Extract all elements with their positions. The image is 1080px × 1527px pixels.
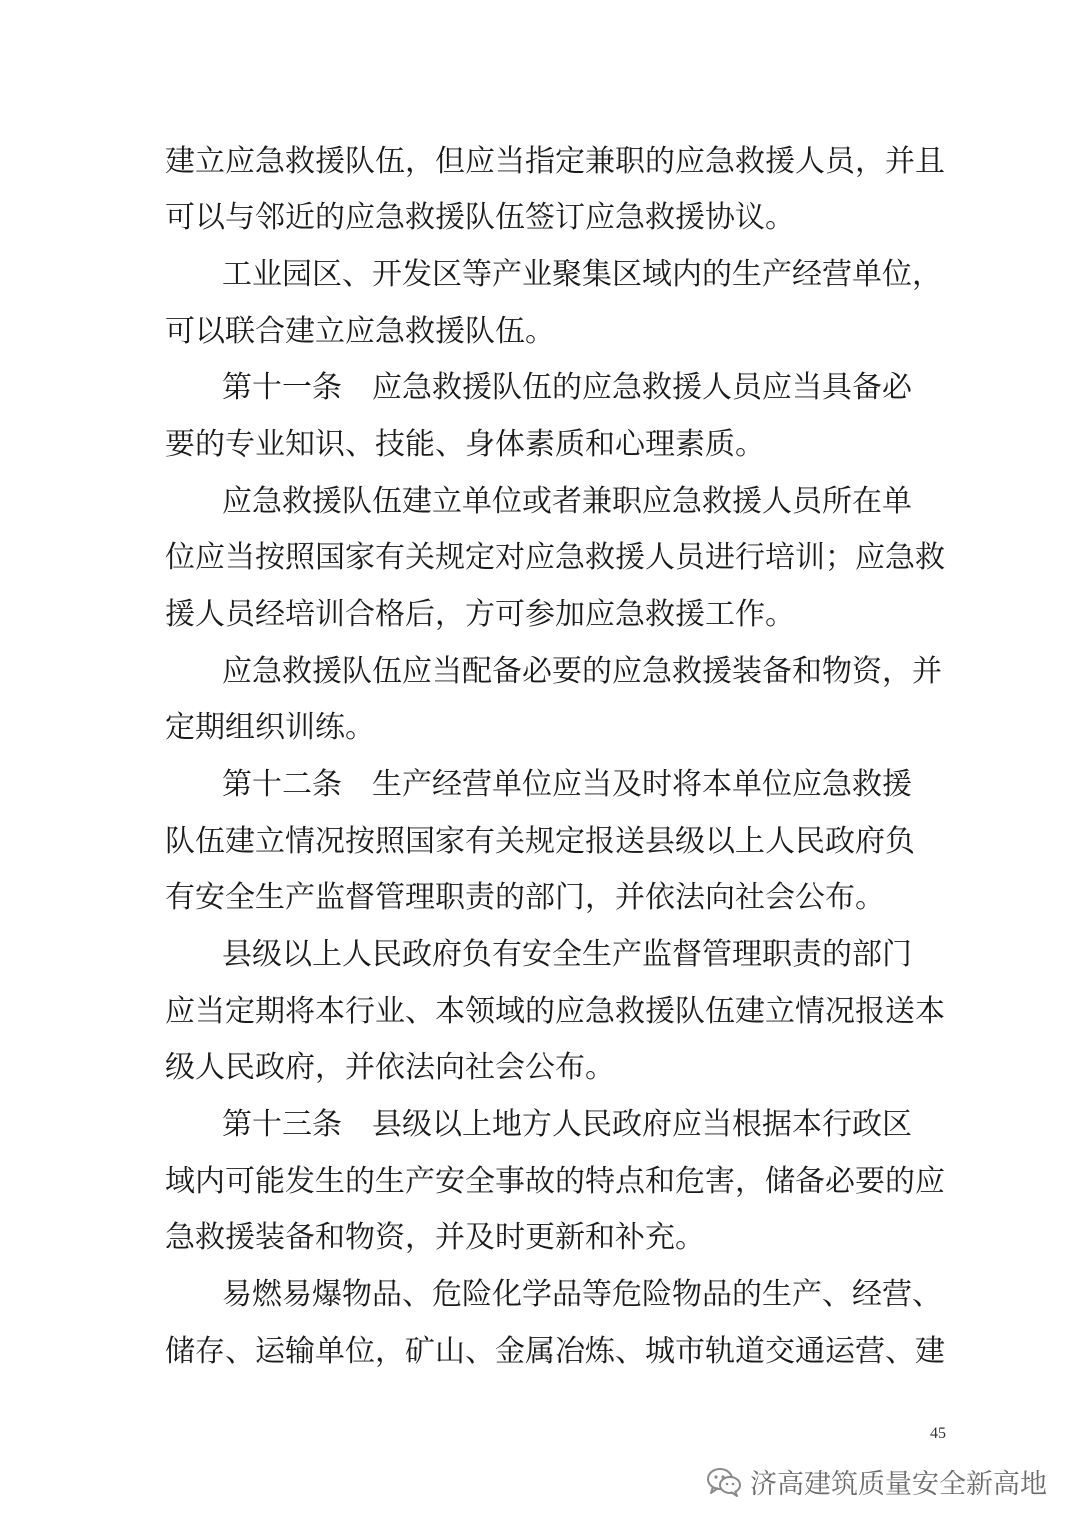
text-line: 级人民政府，并依法向社会公布。	[165, 1050, 615, 1085]
text-line: 可以与邻近的应急救援队伍签订应急救援协议。	[165, 200, 795, 235]
text-line: 队伍建立情况按照国家有关规定报送县级以上人民政府负	[165, 824, 915, 859]
text-line: 应当定期将本行业、本领域的应急救援队伍建立情况报送本	[165, 994, 945, 1029]
text-line: 易燃易爆物品、危险化学品等危险物品的生产、经营、	[222, 1277, 942, 1312]
text-line: 位应当按照国家有关规定对应急救援人员进行培训；应急救	[165, 540, 945, 575]
text-line: 要的专业知识、技能、身体素质和心理素质。	[165, 427, 765, 462]
article-heading-line: 第十一条 应急救援队伍的应急救援人员应当具备必	[222, 370, 912, 405]
text-line: 建立应急救援队伍，但应当指定兼职的应急救援人员，并且	[165, 144, 945, 179]
text-line: 有安全生产监督管理职责的部门，并依法向社会公布。	[165, 880, 885, 915]
text-line: 可以联合建立应急救援队伍。	[165, 314, 555, 349]
text-line: 域内可能发生的生产安全事故的特点和危害，储备必要的应	[165, 1164, 945, 1199]
article-heading-line: 第十三条 县级以上地方人民政府应当根据本行政区	[222, 1107, 912, 1142]
text-line: 急救援装备和物资，并及时更新和补充。	[165, 1220, 705, 1255]
text-line: 援人员经培训合格后，方可参加应急救援工作。	[165, 597, 795, 632]
page-number: 45	[930, 1425, 946, 1442]
text-line: 工业园区、开发区等产业聚集区域内的生产经营单位，	[222, 257, 942, 292]
watermark-text: 济高建筑质量安全新高地	[750, 1469, 1047, 1500]
article-heading-line: 第十二条 生产经营单位应当及时将本单位应急救援	[222, 767, 912, 802]
text-line: 定期组织训练。	[165, 710, 375, 745]
wechat-icon	[706, 1467, 742, 1497]
text-line: 县级以上人民政府负有安全生产监督管理职责的部门	[222, 937, 912, 972]
text-line: 应急救援队伍建立单位或者兼职应急救援人员所在单	[222, 484, 912, 519]
text-line: 应急救援队伍应当配备必要的应急救援装备和物资，并	[222, 654, 942, 689]
text-line: 储存、运输单位，矿山、金属冶炼、城市轨道交通运营、建	[165, 1334, 945, 1369]
watermark	[706, 1462, 1047, 1501]
